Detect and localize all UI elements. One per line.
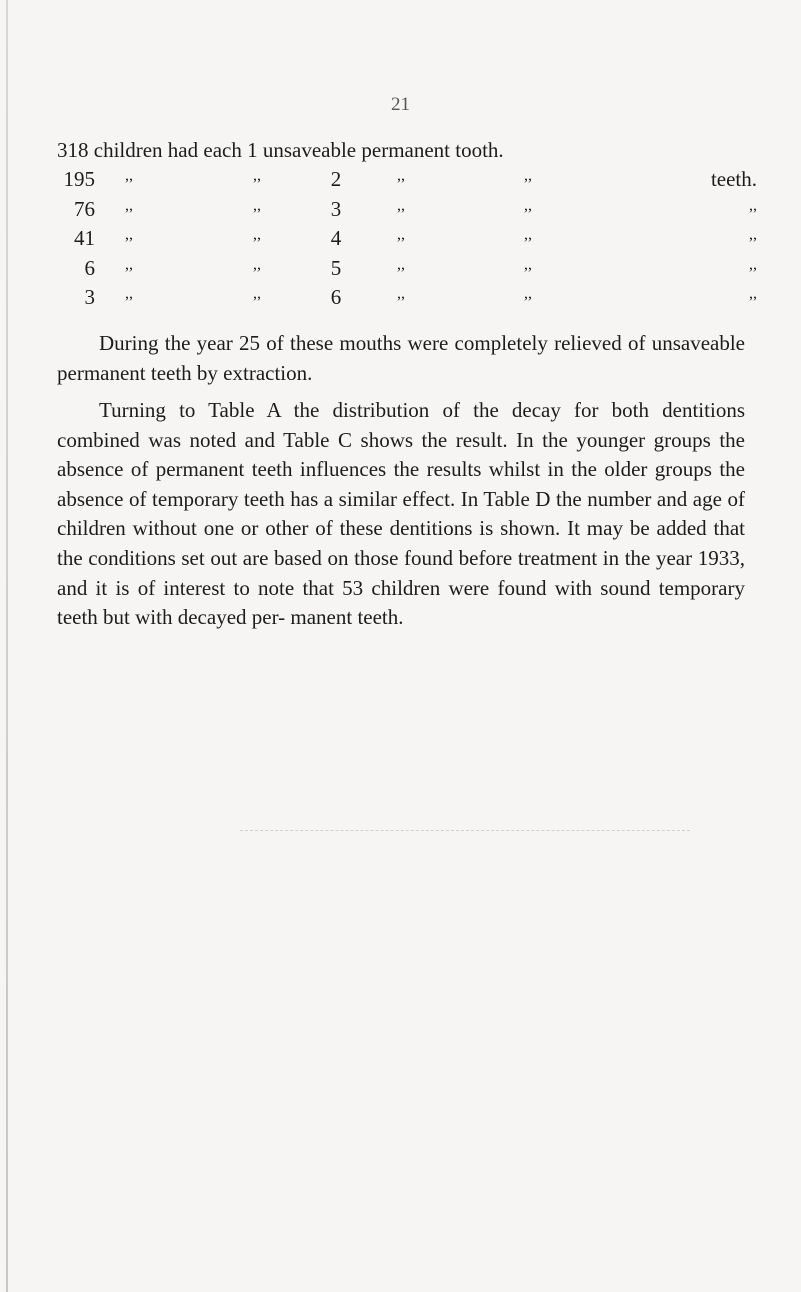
row-end: ,, xyxy=(749,285,757,302)
row-end: teeth. xyxy=(710,167,757,191)
table-row xyxy=(57,226,757,254)
page-number: 21 xyxy=(391,94,410,115)
ditto-mark: ,, xyxy=(397,197,405,214)
row-end: ,, xyxy=(749,197,757,214)
page-edge xyxy=(6,0,8,1292)
ditto-mark: ,, xyxy=(253,226,261,243)
faint-rule xyxy=(240,830,690,832)
paragraph-table-analysis: Turning to Table A the distribution of the decay for both dentitions combined was noted and Table C shows the result. In the younger groups the absence of permanent teeth influences the results whilst in the older groups the absence of temporary teeth has a similar effect. In Table D the number and age of children without one or other of these dentitions is shown. It may be added that the conditions set out are based on those found before treatment in the year 1933, and it is of interest to note that 53 children were found with sound temporary teeth but with decayed per- manent teeth. xyxy=(57,398,745,630)
ditto-mark: ,, xyxy=(524,167,532,184)
row-tooth-number: 2 xyxy=(330,167,342,191)
row-tooth-number: 5 xyxy=(330,256,342,280)
ditto-mark: ,, xyxy=(524,256,532,273)
table-row xyxy=(57,256,757,284)
row-count: 6 xyxy=(84,256,95,280)
ditto-mark: ,, xyxy=(397,256,405,273)
table-row xyxy=(57,197,757,225)
ditto-mark: ,, xyxy=(125,167,133,184)
table-row xyxy=(57,285,757,313)
row-end: ,, xyxy=(749,256,757,273)
row-tooth-number: 3 xyxy=(330,197,342,221)
ditto-mark: ,, xyxy=(524,226,532,243)
row-count: 76 xyxy=(74,197,95,221)
paragraph-extraction: During the year 25 of these mouths were completely relieved of unsaveable permanent teeth by extraction. xyxy=(57,331,745,385)
ditto-mark: ,, xyxy=(524,285,532,302)
ditto-mark: ,, xyxy=(397,285,405,302)
ditto-mark: ,, xyxy=(253,197,261,214)
row-end: ,, xyxy=(749,226,757,243)
ditto-mark: ,, xyxy=(125,226,133,243)
ditto-mark: ,, xyxy=(125,197,133,214)
row-count: 41 xyxy=(74,226,95,250)
ditto-mark: ,, xyxy=(125,285,133,302)
row-count: 3 xyxy=(84,285,95,309)
ditto-mark: ,, xyxy=(253,256,261,273)
row-tooth-number: 4 xyxy=(330,226,342,250)
table-row xyxy=(57,167,757,195)
ditto-mark: ,, xyxy=(397,167,405,184)
ditto-mark: ,, xyxy=(253,167,261,184)
ditto-mark: ,, xyxy=(125,256,133,273)
row-count: 195 xyxy=(63,167,95,191)
ditto-mark: ,, xyxy=(397,226,405,243)
row-tooth-number: 6 xyxy=(330,285,342,309)
ditto-mark: ,, xyxy=(253,285,261,302)
intro-line: 318 children had each 1 unsaveable permanent tooth. xyxy=(57,138,504,162)
ditto-mark: ,, xyxy=(524,197,532,214)
